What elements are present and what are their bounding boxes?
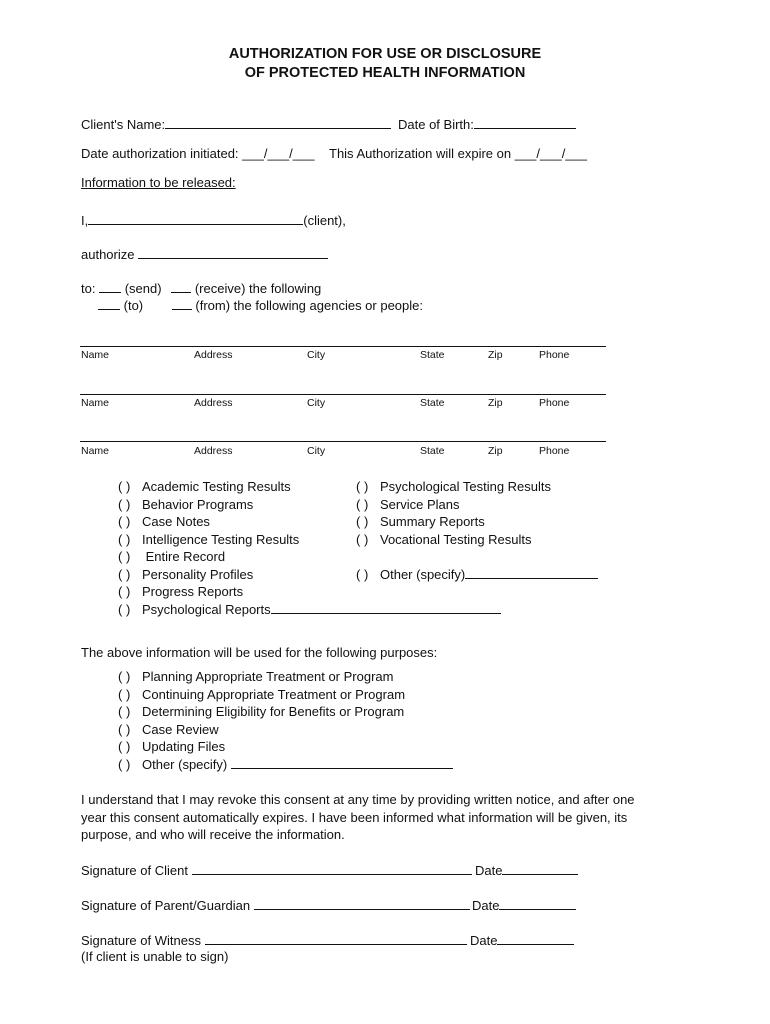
agency-col-name: Name [81,349,110,361]
from-blank[interactable] [172,298,192,310]
send-blank[interactable] [99,281,121,293]
checkbox[interactable]: ( ) [356,531,369,547]
to-line-2 [98,298,423,313]
agency-col-address: Address [194,349,233,361]
option-label: Academic Testing Results [142,479,291,494]
option-label: Psychological Testing Results [380,479,552,494]
option-label: Other (specify) [380,566,466,582]
checkbox[interactable]: ( ) [118,601,131,617]
parent-date-label: Date [472,898,500,913]
option-label: Personality Profiles [142,566,254,582]
purpose-other[interactable] [118,756,453,774]
info-option-other[interactable] [356,566,598,584]
info-option-psych-testing[interactable] [356,478,598,496]
option-label: Determining Eligibility for Benefits or Program [142,704,405,719]
date-initiated-blank[interactable]: ___/___/___ [242,146,315,161]
authorize-label: authorize [81,247,135,262]
agency-col-zip: Zip [488,349,503,361]
checkbox[interactable]: ( ) [118,496,131,512]
option-label: Entire Record [142,549,226,564]
client-date-blank[interactable] [502,862,578,875]
agency-col-address: Address [194,445,233,457]
agency-col-state: State [420,445,445,457]
parent-signature-blank[interactable] [254,897,470,910]
dob-label: Date of Birth: [398,117,474,132]
agency-line-1[interactable] [80,346,606,347]
option-label: Updating Files [142,739,226,754]
info-option-progress[interactable] [118,583,501,601]
parent-date-blank[interactable] [499,897,576,910]
option-label: Case Review [142,721,219,737]
witness-note: (If client is unable to sign) [81,949,229,964]
purposes-list [118,668,453,773]
option-label: Planning Appropriate Treatment or Program [142,669,394,684]
form-title-line2: OF PROTECTED HEALTH INFORMATION [244,65,526,81]
info-heading: Information to be released: [81,175,236,190]
purpose-updating-files[interactable] [118,738,453,756]
to-label: (to) [123,298,144,313]
checkbox[interactable]: ( ) [118,584,131,599]
option-label: Behavior Programs [142,496,254,512]
checkbox[interactable]: ( ) [118,479,131,494]
info-option-psych-reports[interactable] [118,601,501,619]
agency-col-city: City [307,349,326,361]
dob-field[interactable] [398,116,576,132]
checkbox[interactable]: ( ) [118,669,131,684]
client-line-prefix: I, [81,213,89,228]
option-label: Vocational Testing Results [380,531,532,547]
agency-col-phone: Phone [539,349,570,361]
agency-col-state: State [420,397,445,409]
client-signature-blank[interactable] [192,862,472,875]
info-option-service-plans[interactable] [356,496,598,514]
agency-col-name: Name [81,445,110,457]
option-label: Continuing Appropriate Treatment or Program [142,686,406,702]
agency-col-phone: Phone [539,445,570,457]
checkbox[interactable]: ( ) [118,531,131,547]
witness-signature-field[interactable] [81,932,467,948]
authorize-blank[interactable] [138,246,328,259]
send-label: (send) [124,281,162,296]
info-option-summary[interactable] [356,513,598,531]
option-label: Case Notes [142,514,210,529]
date-initiated-label: Date authorization initiated: [81,146,239,161]
from-label: (from) the following agencies or people: [195,298,423,313]
expire-date-field[interactable] [329,146,587,161]
witness-date-label: Date [470,933,498,948]
client-date-field[interactable] [475,862,578,878]
purpose-eligibility[interactable] [118,703,453,721]
agency-col-zip: Zip [488,397,503,409]
checkbox[interactable]: ( ) [118,739,131,754]
agency-col-zip: Zip [488,445,503,457]
client-signature-field[interactable] [81,862,472,878]
info-options-right [356,478,598,583]
authorize-line[interactable] [81,246,328,262]
date-initiated-field[interactable] [81,146,314,161]
client-line-suffix: (client), [303,213,346,228]
witness-date-blank[interactable] [497,932,574,945]
checkbox[interactable]: ( ) [118,721,131,737]
client-signature-label: Signature of Client [81,863,188,878]
agency-col-address: Address [194,397,233,409]
purpose-continuing[interactable] [118,686,453,704]
agency-line-3[interactable] [80,441,606,442]
option-label: Other (specify) [142,756,228,772]
checkbox[interactable]: ( ) [118,514,131,529]
checkbox[interactable]: ( ) [118,686,131,702]
agency-col-name: Name [81,397,110,409]
purposes-heading: The above information will be used for the following purposes: [81,645,438,660]
checkbox[interactable]: ( ) [118,756,131,772]
parent-date-field[interactable] [472,897,576,913]
agency-col-phone: Phone [539,397,570,409]
client-name-blank[interactable] [165,116,391,129]
receive-blank[interactable] [171,281,191,293]
witness-signature-blank[interactable] [205,932,467,945]
agency-line-2[interactable] [80,394,606,395]
client-line[interactable] [81,212,346,228]
to-blank[interactable] [98,298,120,310]
option-label: Service Plans [380,496,460,512]
checkbox[interactable]: ( ) [356,514,369,529]
option-label: Psychological Reports [142,601,271,617]
form-title-line1: AUTHORIZATION FOR USE OR DISCLOSURE [228,46,542,62]
witness-date-field[interactable] [470,932,574,948]
purpose-other-blank[interactable] [231,756,453,769]
checkbox[interactable]: ( ) [356,496,369,512]
client-name-field[interactable] [81,116,391,132]
agency-col-state: State [420,349,445,361]
option-label: Progress Reports [142,584,244,599]
checkbox[interactable]: ( ) [118,566,131,582]
client-line-blank[interactable] [88,212,303,225]
spacer-row [356,548,598,566]
to-line-1 [81,281,321,296]
expire-date-blank[interactable]: ___/___/___ [514,146,588,161]
agency-col-city: City [307,397,326,409]
psych-reports-blank[interactable] [271,601,501,614]
to-prefix: to: [81,281,96,296]
checkbox[interactable]: ( ) [356,479,369,494]
expire-date-label: This Authorization will expire on [329,146,512,161]
parent-signature-field[interactable] [81,897,470,913]
agency-col-city: City [307,445,326,457]
info-option-vocational[interactable] [356,531,598,549]
checkbox[interactable]: ( ) [356,566,369,582]
client-name-label: Client's Name: [81,117,166,132]
dob-blank[interactable] [474,116,576,129]
option-label: Summary Reports [380,514,485,529]
info-other-blank[interactable] [465,566,598,579]
parent-signature-label: Signature of Parent/Guardian [81,898,251,913]
witness-signature-label: Signature of Witness [81,933,201,948]
client-date-label: Date [475,863,503,878]
checkbox[interactable]: ( ) [118,549,131,564]
purpose-planning[interactable] [118,668,453,686]
receive-label: (receive) the following [194,281,322,296]
consent-text: I understand that I may revoke this consent at any time by providing written notice, and after one year this consent automatically expires. I have been informed what information will be given, its purpose, and who will receive the information. [81,792,635,842]
checkbox[interactable]: ( ) [118,704,131,719]
option-label: Intelligence Testing Results [142,531,300,547]
purpose-case-review[interactable] [118,721,453,739]
